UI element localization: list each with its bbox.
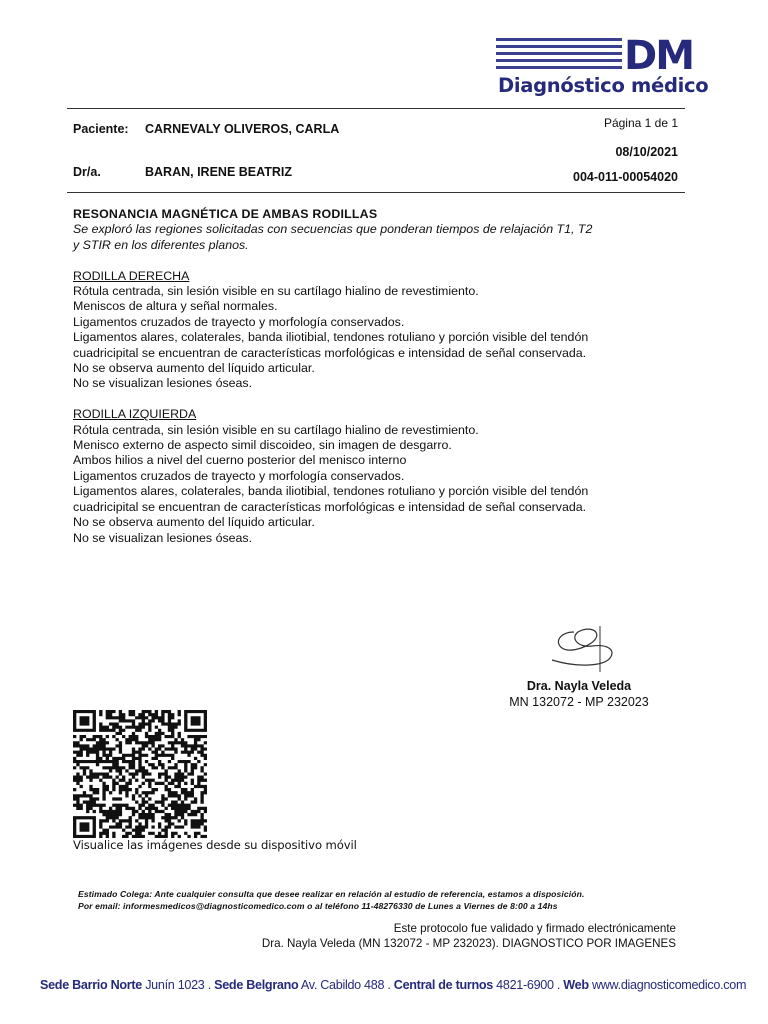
header-top-rule (67, 108, 685, 109)
footer-label: Sede Barrio Norte (40, 978, 142, 992)
protocol-number: 004-011-00054020 (573, 170, 678, 184)
signature-icon (548, 624, 628, 674)
finding-line: Ligamentos cruzados de trayecto y morfología conservados. (73, 468, 405, 483)
brand-name: Diagnóstico médico (498, 74, 709, 97)
qr-modules (73, 710, 207, 838)
report-title: RESONANCIA MAGNÉTICA DE AMBAS RODILLAS (73, 207, 378, 221)
finding-line: Ligamentos alares, colaterales, banda iliotibial, tendones rotuliano y porción visible del tendón (73, 330, 589, 345)
section-heading-left-knee: RODILLA IZQUIERDA (73, 407, 197, 422)
validation-line: Dra. Nayla Veleda (MN 132072 - MP 232023). DIAGNOSTICO POR IMAGENES (261, 937, 676, 950)
logo-stripe (496, 59, 622, 62)
finding-line: No se visualizan lesiones óseas. (73, 530, 253, 545)
footer-label: Central de turnos (393, 978, 493, 992)
patient-name: CARNEVALY OLIVEROS, CARLA (145, 122, 340, 136)
finding-line: Menisco externo de aspecto simil discoideo, sin imagen de desgarro. (73, 438, 452, 453)
footer-value: 4821-6900 . (496, 978, 561, 992)
contact-note-line: Estimado Colega: Ante cualquier consulta que desee realizar en relación al estudio de referencia, estamos a disposición. (78, 889, 585, 899)
doctor-label: Dr/a. (73, 165, 101, 179)
contact-note-line: Por email: informesmedicos@diagnosticomedico.com o al teléfono 11-48276330 de Lunes a Viernes de 8:00 a 14hs (78, 901, 558, 911)
finding-line: Ambos hilios a nivel del cuerno posterior del menisco interno (73, 453, 407, 468)
signer-license: MN 132072 - MP 232023 (509, 695, 649, 709)
finding-line: Ligamentos cruzados de trayecto y morfología conservados. (73, 314, 405, 329)
report-date: 08/10/2021 (615, 145, 678, 159)
finding-line: Meniscos de altura y señal normales. (73, 299, 278, 314)
footer-contact-bar (40, 978, 747, 992)
finding-line: Rótula centrada, sin lesión visible en su cartílago hialino de revestimiento. (73, 422, 479, 437)
finding-line: Rótula centrada, sin lesión visible en su cartílago hialino de revestimiento. (73, 284, 479, 299)
logo-stripe (496, 66, 622, 69)
footer-website-link[interactable]: www.diagnosticomedico.com (591, 978, 747, 992)
footer-value: Junín 1023 . (145, 978, 211, 992)
header-bottom-rule (67, 192, 685, 193)
finding-line: cuadricipital se encuentran de características morfológicas e intensidad de señal conservada. (73, 345, 587, 360)
finding-line: Ligamentos alares, colaterales, banda iliotibial, tendones rotuliano y porción visible del tendón (73, 484, 589, 499)
logo-stripe (496, 38, 622, 41)
footer-label: Web (563, 978, 589, 992)
finding-line: No se observa aumento del líquido articular. (73, 361, 315, 376)
report-body (73, 207, 683, 546)
finding-line: cuadricipital se encuentran de características morfológicas e intensidad de señal conservada. (73, 499, 587, 514)
report-intro-line: y STIR en los diferentes planos. (73, 237, 249, 252)
patient-label: Paciente: (73, 122, 129, 136)
logo-stripe (496, 52, 622, 55)
logo-letters: DM (624, 33, 694, 79)
finding-line: No se observa aumento del líquido articular. (73, 515, 315, 530)
finding-line: No se visualizan lesiones óseas. (73, 376, 253, 391)
signer-name: Dra. Nayla Veleda (526, 679, 632, 693)
doctor-name: BARAN, IRENE BEATRIZ (145, 165, 292, 179)
page-indicator: Página 1 de 1 (603, 116, 678, 130)
brand-logo (496, 34, 720, 98)
section-heading-right-knee: RODILLA DERECHA (73, 268, 190, 283)
footer-value: Av. Cabildo 488 . (300, 978, 391, 992)
logo-stripe (496, 45, 622, 48)
qr-code-icon[interactable] (73, 710, 207, 838)
validation-line: Este protocolo fue validado y firmado electrónicamente (393, 922, 676, 935)
report-intro-line: Se exploró las regiones solicitadas con secuencias que ponderan tiempos de relajación T1, T2 (73, 222, 593, 237)
footer-label: Sede Belgrano (214, 978, 299, 992)
qr-caption: Visualice las imágenes desde su dispositivo móvil (73, 838, 357, 852)
